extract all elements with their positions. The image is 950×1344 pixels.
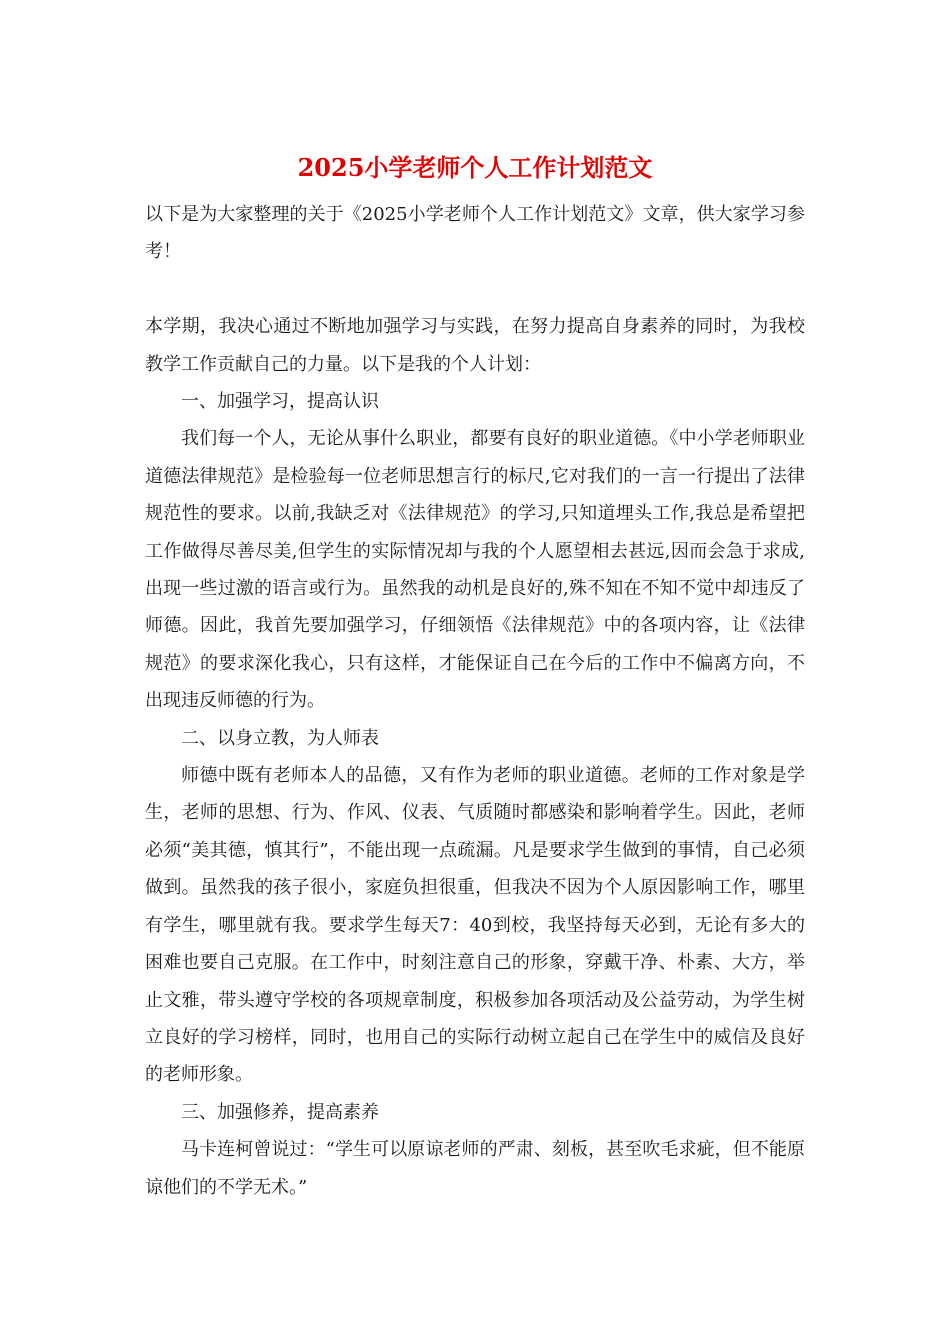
section-2-heading: 二、以身立教，为人师表 xyxy=(181,727,379,749)
section-2-body: 师德中既有老师本人的品德，又有作为老师的职业道德。老师的工作对象是学生，老师的思想、行为、作风、仪表、气质随时都感染和影响着学生。因此，老师必须“美其德，慎其行”，不能出现一点疏漏。凡是要求学生做到的事情，自己必须做到。虽然我的孩子很小，家庭负担很重，但我决不因为个人原因影响工作，哪里有学生，哪里就有我。要求学生每天7：40到校，我坚持每天必到，无论有多大的困难也要自己克服。在工作中，时刻注意自己的形象，穿戴干净、朴素、大方，举止文雅，带头遵守学校的各项规章制度，积极参加各项活动及公益劳动，为学生树立良好的学习榜样，同时，也用自己的实际行动树立起自己在学生中的威信及良好的老师形象。 xyxy=(145,765,805,1086)
section-3-heading: 三、加强修养，提高素养 xyxy=(181,1101,379,1123)
blank-line xyxy=(145,271,805,308)
document-title: 2025小学老师个人工作计划范文 xyxy=(297,153,653,182)
section-1-heading: 一、加强学习，提高认识 xyxy=(181,391,379,413)
intro-paragraph: 以下是为大家整理的关于《2025小学老师个人工作计划范文》文章，供大家学习参考！ xyxy=(145,204,805,263)
section-3-body: 马卡连柯曾说过：“学生可以原谅老师的严肃、刻板，甚至吹毛求疵，但不能原谅他们的不学无术。” xyxy=(145,1139,805,1198)
opening-paragraph: 本学期，我决心通过不断地加强学习与实践，在努力提高自身素养的同时，为我校教学工作贡献自己的力量。以下是我的个人计划： xyxy=(145,316,805,375)
document-body xyxy=(145,196,805,1206)
section-1-body: 我们每一个人，无论从事什么职业，都要有良好的职业道德。《中小学老师职业道德法律规范》是检验每一位老师思想言行的标尺,它对我们的一言一行提出了法律规范性的要求。以前,我缺乏对《法律规范》的学习,只知道埋头工作,我总是希望把工作做得尽善尽美,但学生的实际情况却与我的个人愿望相去甚远,因而会急于求成,出现一些过激的语言或行为。虽然我的动机是良好的,殊不知在不知不觉中却违反了师德。因此，我首先要加强学习，仔细领悟《法律规范》中的各项内容，让《法律规范》的要求深化我心，只有这样，才能保证自己在今后的工作中不偏离方向，不出现违反师德的行为。 xyxy=(145,428,805,712)
